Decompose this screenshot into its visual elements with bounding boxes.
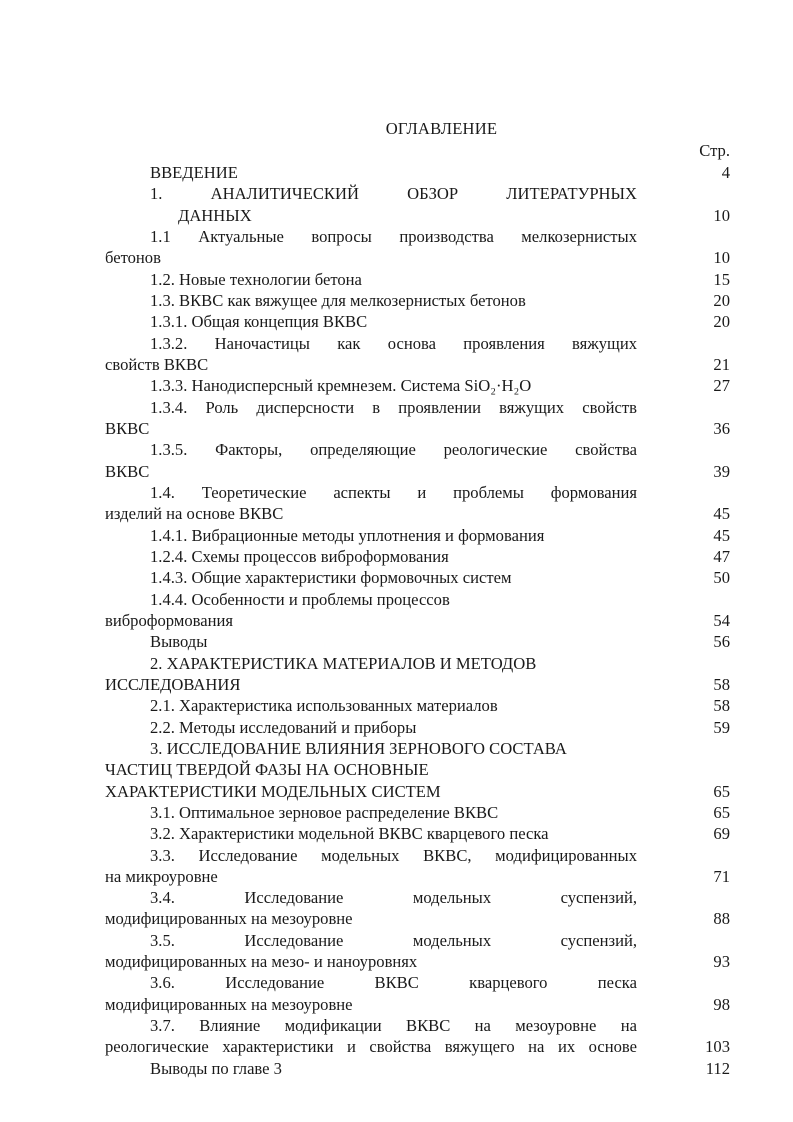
toc-page-number: 98 (713, 994, 730, 1014)
toc-entry-text: Выводы (150, 632, 208, 652)
toc-page-number: 21 (713, 354, 730, 374)
toc-line (105, 717, 730, 738)
toc-entry-text: 3. ИССЛЕДОВАНИЕ ВЛИЯНИЯ ЗЕРНОВОГО СОСТАВА (150, 738, 567, 758)
toc-entry[interactable] (105, 738, 730, 802)
toc-page-number: 20 (713, 312, 730, 332)
toc-line (105, 290, 730, 311)
toc-line (105, 653, 730, 674)
toc-entry[interactable] (105, 930, 730, 973)
toc-line (105, 823, 730, 844)
toc-line (105, 631, 730, 652)
toc-entry[interactable] (105, 269, 730, 290)
toc-line (105, 781, 730, 802)
toc-line (105, 162, 730, 183)
toc-entry-text: модифицированных на мезоуровне (105, 909, 353, 929)
toc-line (105, 397, 730, 418)
toc-entry-text: Выводы по главе 3 (150, 1058, 282, 1078)
toc-entry-text: 2. ХАРАКТЕРИСТИКА МАТЕРИАЛОВ И МЕТОДОВ (150, 653, 537, 673)
toc-entry[interactable] (105, 546, 730, 567)
toc-entry-text: бетонов (105, 248, 161, 268)
toc-page-number: 4 (721, 163, 730, 182)
toc-page-number: 54 (713, 610, 730, 630)
toc-page-number: 59 (713, 717, 730, 737)
toc-entry[interactable] (105, 845, 730, 888)
toc-entry[interactable] (105, 290, 730, 311)
toc-line (105, 333, 730, 354)
toc-entry[interactable] (105, 333, 730, 376)
toc-page-number: 69 (713, 824, 730, 844)
toc-entry[interactable] (105, 1058, 730, 1079)
toc-entry[interactable] (105, 311, 730, 332)
page-title: ОГЛАВЛЕНИЕ (385, 119, 498, 138)
toc-entry-text: ВКВС (105, 418, 150, 438)
toc-entry-text: 2.1. Характеристика использованных материалов (150, 696, 498, 716)
toc-page-number: 15 (713, 269, 730, 289)
toc-entry-text: ИССЛЕДОВАНИЯ (105, 674, 241, 694)
toc-line (105, 205, 730, 226)
toc-entry-text: 3.3. Исследование модельных ВКВС, модифицированных (150, 845, 637, 865)
toc-line (105, 908, 730, 929)
toc-entry-text: 1.3. ВКВС как вяжущее для мелкозернистых бетонов (150, 290, 526, 310)
toc-page-number: 45 (713, 525, 730, 545)
toc-line (105, 674, 730, 695)
toc-entry-text: 3.6. Исследование ВКВС кварцевого песка (150, 973, 637, 993)
toc-page-number: 56 (713, 632, 730, 652)
toc-entry-text: 1.1 Актуальные вопросы производства мелкозернистых (150, 226, 637, 246)
toc-line (105, 418, 730, 439)
toc-entry-text: 3.4. Исследование модельных суспензий, (150, 888, 637, 908)
toc-entry-text: 1.4.4. Особенности и проблемы процессов (150, 589, 450, 609)
toc-entry-text: 2.2. Методы исследований и приборы (150, 717, 417, 737)
toc-entry[interactable] (105, 397, 730, 440)
toc-page-number: 93 (713, 952, 730, 972)
toc-entry-text: 1.4.3. Общие характеристики формовочных систем (150, 568, 512, 588)
toc-entry[interactable] (105, 589, 730, 632)
toc-entry-text: ДАННЫХ (178, 205, 252, 225)
toc-entry-text: 1. АНАЛИТИЧЕСКИЙ ОБЗОР ЛИТЕРАТУРНЫХ (150, 184, 637, 204)
toc-entry-text: реологические характеристики и свойства вяжущего на их основе (105, 1037, 637, 1057)
toc-line (105, 951, 730, 972)
toc-entry[interactable] (105, 695, 730, 716)
toc-entry-text: изделий на основе ВКВС (105, 504, 284, 524)
toc-line (105, 375, 730, 396)
toc-entry-text: 1.2.4. Схемы процессов виброформования (150, 546, 449, 566)
toc-line (105, 610, 730, 631)
toc-line (105, 866, 730, 887)
toc-line (105, 567, 730, 588)
toc-entry[interactable] (105, 183, 730, 226)
toc-entry-text: модифицированных на мезоуровне (105, 994, 353, 1014)
toc-page-number: 112 (705, 1058, 730, 1078)
toc-entry-text: на микроуровне (105, 866, 218, 886)
toc-page-number: 50 (713, 568, 730, 588)
toc-line (105, 695, 730, 716)
toc-line (105, 589, 730, 610)
toc-line (105, 972, 730, 993)
toc-entry[interactable] (105, 567, 730, 588)
toc-entry-text: 1.4.1. Вибрационные методы уплотнения и формования (150, 525, 545, 545)
toc-page-number: 10 (713, 248, 730, 268)
toc-entry-text: ХАРАКТЕРИСТИКИ МОДЕЛЬНЫХ СИСТЕМ (105, 781, 441, 801)
toc-entry-text: 3.5. Исследование модельных суспензий, (150, 930, 637, 950)
toc-entry[interactable] (105, 162, 730, 183)
toc-line (105, 311, 730, 332)
toc-line (105, 887, 730, 908)
toc-entry-text: модифицированных на мезо- и наноуровнях (105, 952, 418, 972)
toc-line (105, 525, 730, 546)
toc-page-number: 65 (713, 802, 730, 822)
toc-entry-text: 1.3.1. Общая концепция ВКВС (150, 312, 368, 332)
toc-line (105, 802, 730, 823)
toc-line (105, 759, 730, 780)
toc-entry-text: 3.1. Оптимальное зерновое распределение ВКВС (150, 802, 499, 822)
toc-line (105, 354, 730, 375)
toc-page-number: 10 (713, 205, 730, 225)
toc-line (105, 247, 730, 268)
toc-line (105, 1036, 730, 1057)
toc-page-number: 27 (713, 376, 730, 396)
toc-page-number: 103 (705, 1037, 730, 1057)
toc-entry[interactable] (105, 802, 730, 823)
toc-entry-text: 1.3.5. Факторы, определяющие реологические свойства (150, 440, 637, 460)
toc-line (105, 226, 730, 247)
toc-line (105, 738, 730, 759)
toc-entry-text: 3.7. Влияние модификации ВКВС на мезоуровне на (150, 1016, 637, 1036)
toc-entry-text: виброформования (105, 610, 234, 630)
toc-entry[interactable] (105, 717, 730, 738)
toc-page-number: 71 (713, 866, 730, 886)
toc-entry[interactable] (105, 653, 730, 696)
toc-entry[interactable] (105, 226, 730, 269)
table-of-contents (105, 162, 730, 1079)
toc-entry[interactable] (105, 525, 730, 546)
toc-line (105, 1058, 730, 1079)
toc-entry-text: 1.2. Новые технологии бетона (150, 269, 362, 289)
toc-page-number: 88 (713, 909, 730, 929)
toc-entry-text: 1.3.3. Нанодисперсный кремнезем. Система SiO₂·H₂O (150, 376, 532, 396)
toc-entry-text: 1.3.2. Наночастицы как основа проявления вяжущих (150, 333, 637, 353)
toc-entry[interactable] (105, 823, 730, 844)
toc-page-number: 39 (713, 461, 730, 481)
toc-line (105, 546, 730, 567)
page-column-label: Стр. (699, 141, 730, 160)
toc-line (105, 845, 730, 866)
toc-line (105, 183, 730, 204)
toc-entry-text: 1.3.4. Роль дисперсности в проявлении вяжущих свойств (150, 397, 637, 417)
toc-line (105, 930, 730, 951)
toc-entry-text: ЧАСТИЦ ТВЕРДОЙ ФАЗЫ НА ОСНОВНЫЕ (105, 760, 429, 780)
toc-entry-text: свойств ВКВС (105, 354, 209, 374)
toc-page-number: 36 (713, 418, 730, 438)
toc-page-number: 58 (713, 674, 730, 694)
toc-line (105, 1015, 730, 1036)
toc-line (105, 503, 730, 524)
toc-entry[interactable] (105, 972, 730, 1015)
toc-entry[interactable] (105, 887, 730, 930)
toc-entry-text: 3.2. Характеристики модельной ВКВС кварцевого песка (150, 824, 549, 844)
toc-page-number: 65 (713, 781, 730, 801)
toc-entry-text: ВВЕДЕНИЕ (150, 163, 238, 182)
toc-line (105, 269, 730, 290)
toc-entry-text: 1.4. Теоретические аспекты и проблемы формования (150, 482, 637, 502)
toc-entry-text: ВКВС (105, 461, 150, 481)
toc-line (105, 482, 730, 503)
toc-entry[interactable] (105, 439, 730, 482)
toc-entry[interactable] (105, 375, 730, 396)
toc-entry[interactable] (105, 631, 730, 652)
toc-line (105, 439, 730, 460)
toc-entry[interactable] (105, 482, 730, 525)
toc-entry[interactable] (105, 1015, 730, 1058)
toc-page-number: 58 (713, 696, 730, 716)
toc-line (105, 461, 730, 482)
toc-page-number: 45 (713, 504, 730, 524)
toc-page-number: 20 (713, 290, 730, 310)
toc-line (105, 994, 730, 1015)
toc-page-number: 47 (713, 546, 730, 566)
